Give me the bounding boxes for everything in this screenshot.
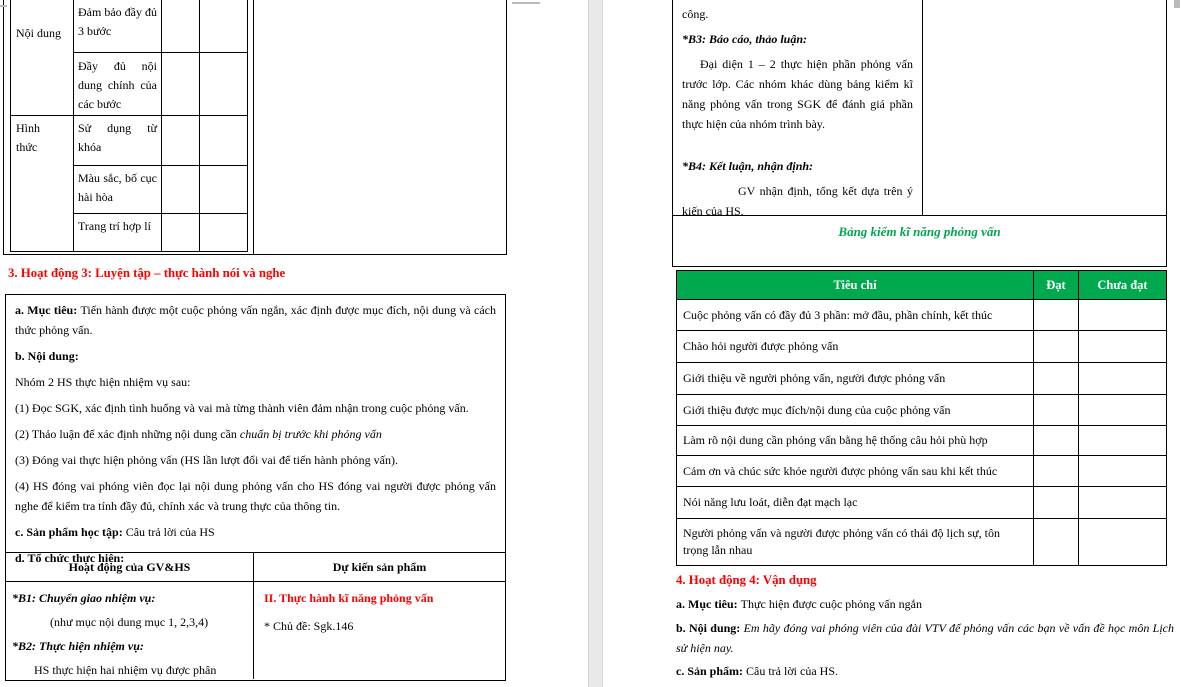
activity3-description-cell xyxy=(6,295,505,565)
label-noi-dung: b. Nội dung: xyxy=(15,349,79,363)
text-b4-body: GV nhận định, tổng kết dựa trên ý kiến của HS. xyxy=(682,184,913,218)
checklist-row xyxy=(677,331,1167,363)
checklist-criterion: Chào hỏi người được phỏng vấn xyxy=(677,331,1034,363)
rubric-criterion: Đảm bảo đầy đủ 3 bước xyxy=(78,5,157,38)
text-b3-body: Đại diện 1 – 2 thực hiện phần phỏng vấn trước lớp. Các nhóm khác dùng bảng kiểm kĩ năng phỏng vấn trong SGK để đánh giá phần thực hiện của nhóm trình bày. xyxy=(682,57,913,131)
gvhs-continued-table xyxy=(672,0,1167,267)
text-task2: (2) Thảo luận để xác định những nội dung cần xyxy=(15,427,240,441)
corner-mark xyxy=(0,5,7,7)
text-task4: (4) HS đóng vai phóng viên đọc lại nội dung phỏng vấn cho HS đóng vai người được phỏng vấn nghe để kiểm tra tính đầy đủ, chính xác và trung thực của thông tin. xyxy=(15,479,496,513)
text-san-pham: Câu trả lời của HS xyxy=(125,525,215,539)
rubric-group-label: Hình thức xyxy=(16,121,40,154)
checklist-row xyxy=(677,395,1167,426)
text-muc-tieu: Thực hiện được cuộc phỏng vấn ngắn xyxy=(740,597,922,611)
page-right[interactable] xyxy=(603,0,1181,687)
checklist-row xyxy=(677,519,1167,566)
rubric-group-label: Nội dung xyxy=(16,26,61,40)
checklist-dat-cell[interactable] xyxy=(1034,456,1079,487)
rubric-outer-divider xyxy=(253,0,254,254)
checklist-row xyxy=(677,363,1167,395)
checklist-chua-dat-cell[interactable] xyxy=(1079,487,1167,519)
checklist-chua-dat-cell[interactable] xyxy=(1079,426,1167,456)
text-b3-label: *B3: Báo cáo, thảo luận: xyxy=(682,32,808,46)
checklist-criterion: Cuộc phỏng vấn có đầy đủ 3 phần: mở đầu, phần chính, kết thúc xyxy=(677,300,1034,331)
text-muc-tieu: Tiến hành được một cuộc phỏng vấn ngắn, xác định được mục đích, nội dung và cách thức phỏng vấn. xyxy=(15,303,497,337)
checklist-chua-dat-cell[interactable] xyxy=(1079,300,1167,331)
text-b1-label: *B1: Chuyển giao nhiệm vụ: xyxy=(12,591,156,605)
label-muc-tieu: a. Mục tiêu: xyxy=(676,597,741,611)
checklist-criterion: Giới thiệu được mục đích/nội dung của cuộc phỏng vấn xyxy=(677,395,1034,426)
activity4-muc-tieu xyxy=(676,594,1172,614)
section-heading-activity4: 4. Hoạt động 4: Vận dụng xyxy=(676,573,817,587)
checklist-row xyxy=(677,487,1167,519)
gvhs-activity-cell xyxy=(6,582,254,679)
checklist-row xyxy=(677,426,1167,456)
gvhs-activity-cell-continued xyxy=(673,0,922,218)
gvhs-product-cell xyxy=(254,582,505,679)
rubric-criterion: Đầy đủ nội dung chính của các bước xyxy=(78,59,157,111)
corner-mark xyxy=(512,2,540,4)
gvhs-table-body-row xyxy=(6,582,505,679)
rubric-criterion: Trang trí hợp lí xyxy=(78,219,151,233)
checklist-chua-dat-cell[interactable] xyxy=(1079,519,1167,566)
checklist-dat-cell[interactable] xyxy=(1034,300,1079,331)
checklist-header-row xyxy=(677,271,1167,300)
activity4-noi-dung xyxy=(676,618,1174,658)
text-intro: Nhóm 2 HS thực hiện nhiệm vụ sau: xyxy=(15,375,191,389)
label-san-pham: c. Sản phẩm: xyxy=(676,664,747,678)
activity3-table xyxy=(5,294,506,681)
checklist-row xyxy=(677,300,1167,331)
text-b2-body: HS thực hiện hai nhiệm vụ được phân xyxy=(34,663,217,677)
activity4-san-pham xyxy=(676,661,1172,681)
rubric-outer-table xyxy=(3,0,507,255)
label-to-chuc: d. Tổ chức thực hiện: xyxy=(15,551,125,565)
checklist-row xyxy=(677,456,1167,487)
label-muc-tieu: a. Mục tiêu: xyxy=(15,303,81,317)
page-left[interactable] xyxy=(0,0,588,687)
checklist-header-dat: Đạt xyxy=(1034,271,1079,300)
checklist-criterion: Làm rõ nội dung cần phỏng vấn bằng hệ thống câu hỏi phù hợp xyxy=(677,426,1034,456)
text-b4-label: *B4: Kết luận, nhận định: xyxy=(682,159,814,173)
gvhs-col2-header: Dự kiến sản phẩm xyxy=(332,559,427,574)
gvhs-col1-header: Hoạt động của GV&HS xyxy=(6,553,254,581)
checklist-header-tieu-chi: Tiêu chí xyxy=(677,271,1034,300)
corner-mark xyxy=(1174,0,1180,8)
rubric-criterion: Màu sắc, bố cục hài hòa xyxy=(78,171,157,204)
checklist-criterion: Cảm ơn và chúc sức khỏe người được phỏng vấn sau khi kết thúc xyxy=(677,456,1034,487)
label-noi-dung: b. Nội dung: xyxy=(676,621,744,635)
text-task2-italic: chuẩn bị trước khi phỏng vấn xyxy=(239,427,382,441)
rubric-criterion: Sử dụng từ khóa xyxy=(78,121,157,154)
checklist-dat-cell[interactable] xyxy=(1034,519,1079,566)
checklist-criterion: Người phỏng vấn và người được phỏng vấn có thái độ lịch sự, tôn trọng lẫn nhau xyxy=(677,519,1034,566)
checklist-dat-cell[interactable] xyxy=(1034,363,1079,395)
text-noi-dung-italic: Em hãy đóng vai phóng viên của đài VTV để phỏng vấn các bạn về vấn đề học môn Lịch sử hiện nay. xyxy=(676,621,1174,655)
checklist-table xyxy=(676,270,1167,566)
gvhs-table-header-row xyxy=(6,553,505,582)
checklist-chua-dat-cell[interactable] xyxy=(1079,456,1167,487)
checklist-header-chua-dat: Chưa đạt xyxy=(1079,271,1167,300)
checklist-dat-cell[interactable] xyxy=(1034,331,1079,363)
assessment-rubric-table xyxy=(10,0,248,252)
text-task3: (3) Đóng vai thực hiện phỏng vấn (HS lần lượt đổi vai để tiến hành phỏng vấn). xyxy=(15,453,398,467)
text-task1: (1) Đọc SGK, xác định tình huống và vai mà từng thành viên đảm nhận trong cuộc phỏng vấn. xyxy=(15,401,469,415)
checklist-chua-dat-cell[interactable] xyxy=(1079,363,1167,395)
checklist-chua-dat-cell[interactable] xyxy=(1079,331,1167,363)
checklist-chua-dat-cell[interactable] xyxy=(1079,395,1167,426)
checklist-dat-cell[interactable] xyxy=(1034,395,1079,426)
text-b2-label: *B2: Thực hiện nhiệm vụ: xyxy=(12,639,144,653)
text-product-note: * Chủ đề: Sgk.146 xyxy=(264,619,354,633)
text-b1-note: (như mục nội dung mục 1, 2,3,4) xyxy=(50,615,209,629)
checklist-criterion: Giới thiệu về người phỏng vấn, người được phỏng vấn xyxy=(677,363,1034,395)
text-product-title: II. Thực hành kĩ năng phỏng vấn xyxy=(264,591,434,605)
checklist-title: Bảng kiểm kĩ năng phỏng vấn xyxy=(838,224,1001,239)
checklist-dat-cell[interactable] xyxy=(1034,426,1079,456)
section-heading-activity3: 3. Hoạt động 3: Luyện tập – thực hành nói và nghe xyxy=(8,266,286,280)
checklist-dat-cell[interactable] xyxy=(1034,487,1079,519)
label-san-pham: c. Sản phẩm học tập: xyxy=(15,525,126,539)
text-carry-word: công. xyxy=(682,7,709,21)
text-san-pham: Câu trả lời của HS. xyxy=(746,664,839,678)
checklist-criterion: Nói năng lưu loát, diễn đạt mạch lạc xyxy=(677,487,1034,519)
page-gap xyxy=(588,0,603,687)
